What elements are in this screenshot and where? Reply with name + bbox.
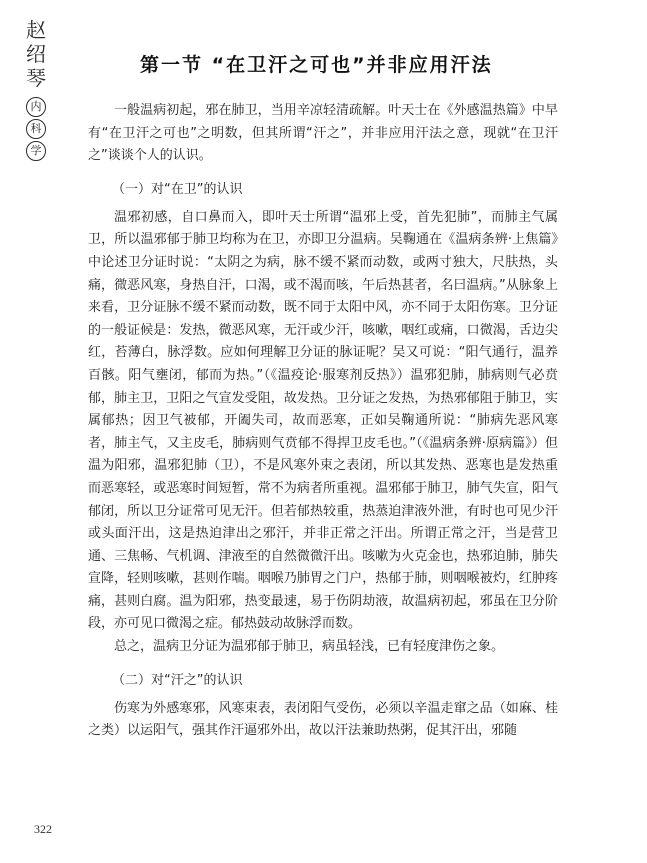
paragraph: 总之，温病卫分证为温邪郁于肺卫，病虽轻浅，已有轻度津伤之象。 bbox=[114, 639, 505, 655]
category-char: 科 bbox=[26, 119, 46, 139]
side-header bbox=[14, 18, 58, 162]
subheading-2: （二）对“汗之”的认识 bbox=[112, 672, 243, 688]
category-char: 内 bbox=[26, 97, 46, 117]
author-char: 绍 bbox=[26, 42, 46, 66]
book-category bbox=[26, 96, 46, 162]
author-char: 赵 bbox=[26, 18, 46, 42]
paragraph: 温邪初感，自口鼻而入，即叶天士所谓“温邪上受，首先犯肺”，而肺主气属卫，所以温邪郁于肺卫均称为在卫，亦即卫分温病。吴鞠通在《温病条辨·上焦篇》中论述卫分证时说：“太阴之为病，脉不缓不紧而动数，或两寸独大，尺肤热，头痛，微恶风寒，身热自汗，口渴，或不渴而咳，午后热甚者，名曰温病。”从脉象上来看，卫分证脉不缓不紧而动数，既不同于太阳中风，亦不同于太阳伤寒。卫分证的一般证候是：发热，微恶风寒，无汗或少汗，咳嗽，咽红或痛，口微渴，舌边尖红，苔薄白，脉浮数。应如何理解卫分证的脉证呢？吴又可说：“阳气通行，温养百骸。阳气壅闭，郁而为热。”（《温疫论·服寒剂反热》）温邪犯肺，肺病则气必贲郁，肺主卫，卫阳之气宣发受阻，故发热。卫分证之发热，为热邪郁阻于肺卫，实属郁热；因卫气被郁，开阖失司，故而恶寒，正如吴鞠通所说：“肺病先恶风寒者，肺主气，又主皮毛，肺病则气贲郁不得捍卫皮毛也。”（《温病条辨·原病篇》）但温为阳邪，温邪犯肺（卫），不是风寒外束之表闭，所以其发热、恶寒也是发热重而恶寒轻，或恶寒时间短暂，常不为病者所重视。温邪郁于肺卫，肺气失宣，阳气郁闭，所以卫分证常可见无汗。但若郁热较重，热蒸迫津液外泄，有时也可见少汗或头面汗出，这是热迫津出之邪汗，并非正常之汗出。所谓正常之汗，当是营卫通、三焦畅、气机调、津液至的自然微微汗出。咳嗽为火克金也，热邪迫肺，肺失宣降，轻则咳嗽，甚则作喘。咽喉乃肺胃之门户，热郁于肺，则咽喉被灼，红肿疼痛，甚则白腐。温为阳邪，热变最速，易于伤阴劫液，故温病初起，邪虽在卫分阶段，亦可见口微渴之症。郁热鼓动故脉浮而数。 bbox=[88, 209, 558, 632]
subheading-1: （一）对“在卫”的认识 bbox=[112, 181, 243, 197]
intro-paragraph: 一般温病初起，邪在肺卫，当用辛凉轻清疏解。叶天士在《外感温热篇》中早有“在卫汗之可也”之明数，但其所谓“汗之”，并非应用汗法之意，现就“在卫汗之”谈谈个人的认识。 bbox=[88, 103, 558, 164]
page-number: 322 bbox=[34, 822, 52, 836]
author-name bbox=[26, 18, 46, 90]
author-char: 琴 bbox=[26, 66, 46, 90]
category-char: 学 bbox=[26, 141, 46, 161]
body-text bbox=[88, 100, 558, 743]
paragraph: 伤寒为外感寒邪，风寒束表，表闭阳气受伤，必须以辛温走窜之品（如麻、桂之类）以运阳气，强其作汗逼邪外出，故以汗法兼助热粥，促其汗出，邪随 bbox=[88, 700, 558, 739]
section-title: 第一节 “在卫汗之可也”并非应用汗法 bbox=[140, 54, 493, 76]
